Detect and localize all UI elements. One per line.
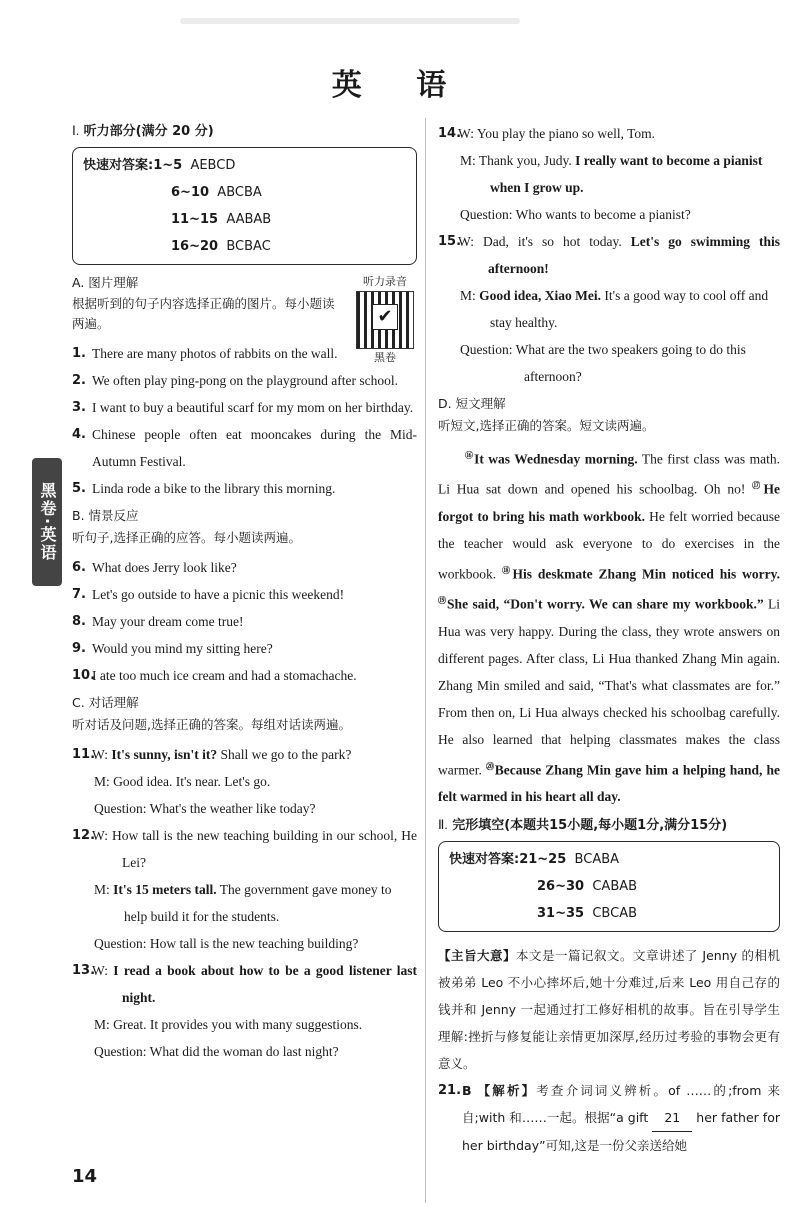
qr-code-icon (356, 291, 414, 349)
dialogue-15: 15. W: Dad, it's so hot today. Let's go swimming this afternoon! M: Good idea, Xiao Mei. It's a good way to cool off and stay healthy. Question: What are the two speakers going to do this afternoon? (438, 234, 780, 384)
list-item: 4. Chinese people often eat mooncakes during the Mid-Autumn Festival. (72, 427, 417, 470)
dialogue-11: 11. W: It's sunny, isn't it? Shall we go to the park? M: Good idea. It's near. Let's go. Question: What's the weather like today? (72, 747, 352, 817)
dialogue-12: 12. W: How tall is the new teaching building in our school, He Lei? M: It's 15 meters tall. The government gave money to help build it for the students. Question: How tall is the new teaching building? (72, 828, 417, 952)
cloze-summary: 【主旨大意】本文是一篇记叙文。文章讲述了 Jenny 的相机被弟弟 Leo 不小心摔坏后,她十分难过,后来 Leo 用自己存的钱并和 Jenny 一起通过打工修好相机的故事。旨在引导学生理解:挫折与修复能让亲情更加深厚,经历过考验的事物会更有意义。 (438, 947, 780, 1071)
list-item: 2. We often play ping-pong on the playground after school. (72, 373, 398, 389)
part-a (72, 275, 417, 503)
list-item: 10. I ate too much ice cream and had a stomachache. (72, 668, 357, 684)
listening-heading: Ⅰ. 听力部分(满分 20 分) (72, 123, 214, 139)
column-divider (425, 118, 426, 1203)
top-strip (180, 18, 520, 24)
answer-row: 快速对答案:1~5 AEBCD (83, 157, 236, 173)
answer-row: 31~35 CBCAB (537, 905, 637, 921)
answer-row: 26~30 CABAB (537, 878, 638, 894)
left-column (72, 120, 417, 1065)
part-b-title: B. 情景反应 (72, 508, 139, 524)
answer-row: 11~15 AABAB (171, 211, 272, 227)
dialogue-14: 14. W: You play the piano so well, Tom. M: Thank you, Judy. I really want to become a pianist when I grow up. Question: Who wants to become a pianist? (438, 126, 763, 222)
answer-row: 6~10 ABCBA (171, 184, 262, 200)
page-number: 14 (72, 1166, 98, 1187)
part-d-instruction: 听短文,选择正确的答案。短文读两遍。 (438, 417, 655, 433)
list-item: 8. May your dream come true! (72, 614, 244, 630)
part-a-title: A. 图片理解 (72, 274, 139, 290)
list-item: 3. I want to buy a beautiful scarf for my mom on her birthday. (72, 400, 414, 416)
list-item: 9. Would you mind my sitting here? (72, 641, 273, 657)
answer-row: 16~20 BCBAC (171, 238, 271, 254)
list-item: 1. There are many photos of rabbits on the wall. (72, 346, 338, 362)
part-b-instruction: 听句子,选择正确的应答。每小题读两遍。 (72, 530, 301, 546)
part-c-instruction: 听对话及问题,选择正确的答案。每组对话读两遍。 (72, 717, 351, 733)
side-tab: 黑卷·英语 (32, 458, 62, 586)
cloze-heading: Ⅱ. 完形填空(本题共15小题,每小题1分,满分15分) (438, 817, 728, 834)
part-a-instruction: 根据听到的句子内容选择正确的图片。每小题读两遍。 (72, 296, 335, 332)
list-item: 6. What does Jerry look like? (72, 560, 237, 576)
blank-21: 21 (652, 1104, 692, 1132)
cloze-answer-box (438, 841, 780, 932)
part-c-title: C. 对话理解 (72, 695, 139, 711)
qr-code[interactable]: 听力录音 ✔ 黑卷 (350, 275, 420, 367)
passage: ⑯It was Wednesday morning. The first class was math. Li Hua sat down and opened his schoolbag. Oh no! ⑰He forgot to bring his math workbook. He felt worried because the teacher would ask everyone to do exercises in the workbook. ⑱His deskmate Zhang Min noticed his worry. ⑲She said, “Don't worry. We can share my workbook.” Li Hua was very happy. During the class, they wrote answers on different pages. After class, Li Hua thanked Zhang Min again. Zhang Min smiled and said, “That's what classmates are for.” From then on, Li Hua always checked his schoolbag carefully. He also learned that helping classmates makes the class warmer. ⑳Because Zhang Min gave him a helping hand, he felt warmed in his heart all day. (438, 450, 781, 805)
check-icon: ✔ (372, 304, 398, 330)
dialogue-13: 13. W: I read a book about how to be a good listener last night. M: Great. It provides you with many suggestions. Question: What did the woman do last night? (72, 963, 417, 1060)
explanation-21: 21. B 【解析】考查介词词义辨析。of ……的;from 来自;with 和……一起。根据“a gift 21 her father for her birthday”可知,这是一份父亲送给她 (438, 1082, 780, 1153)
answer-row: 快速对答案:21~25 BCABA (449, 851, 620, 867)
part-d-title: D. 短文理解 (438, 396, 506, 411)
list-item: 5. Linda rode a bike to the library this morning. (72, 481, 336, 497)
page-title: 英 语 (331, 68, 469, 103)
right-column (438, 120, 780, 1159)
list-item: 7. Let's go outside to have a picnic this weekend! (72, 587, 345, 603)
listening-answer-box (72, 147, 417, 265)
